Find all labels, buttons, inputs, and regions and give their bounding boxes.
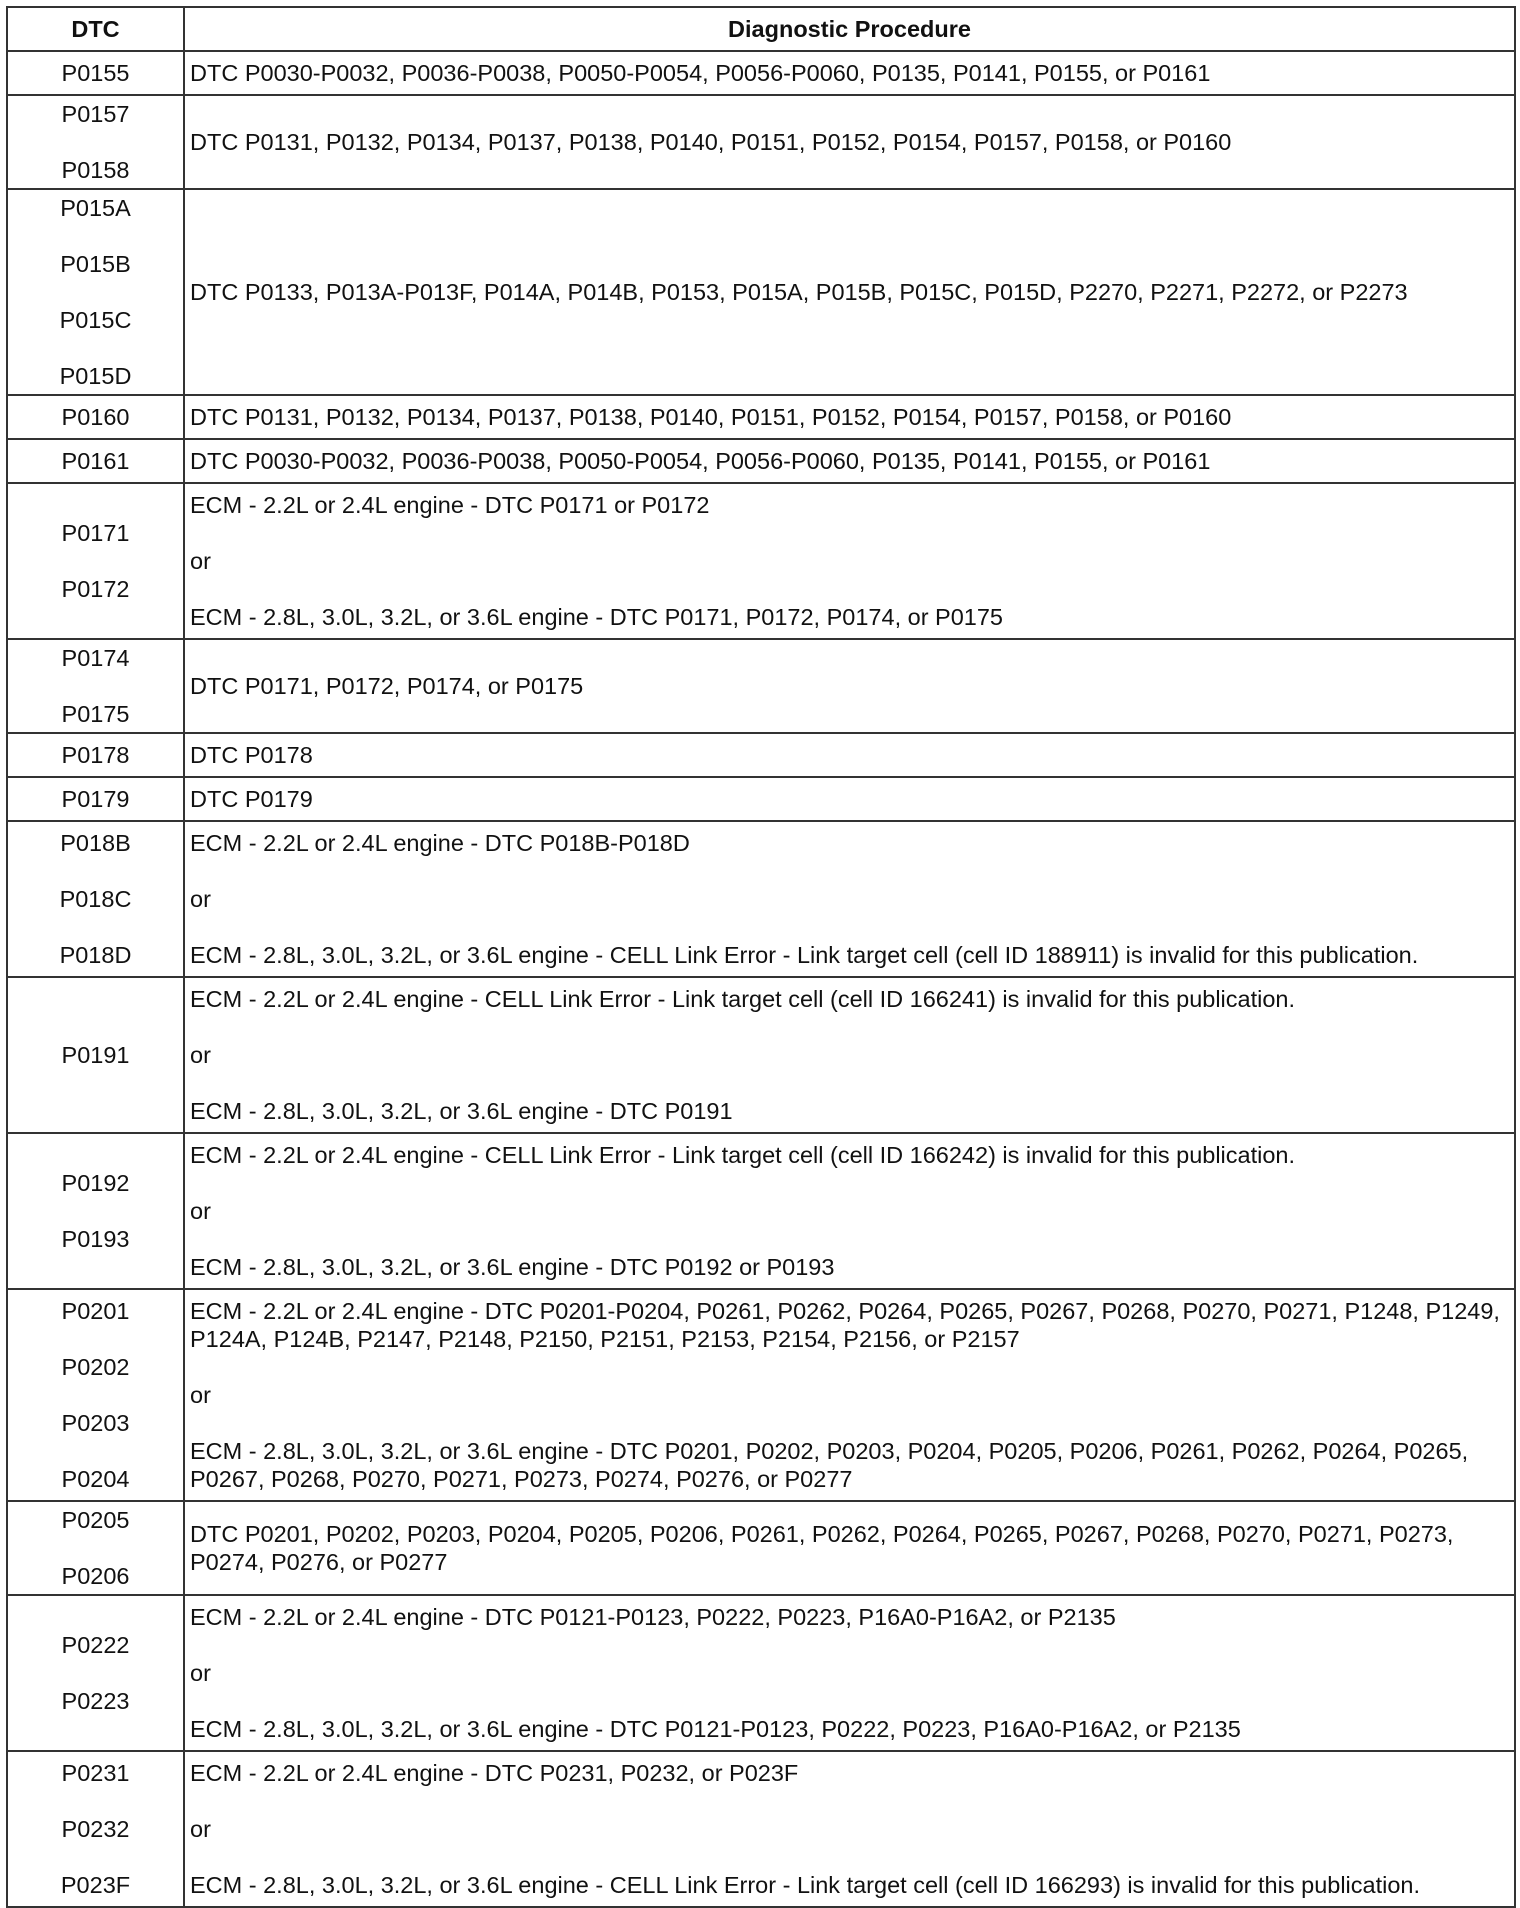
dtc-cell bbox=[7, 777, 184, 821]
dtc-code: P0223 bbox=[61, 1688, 130, 1714]
dtc-code: P0175 bbox=[61, 701, 130, 727]
dtc-cell bbox=[7, 821, 184, 977]
dtc-code: P0171 bbox=[61, 520, 130, 546]
procedure-text: ECM - 2.2L or 2.4L engine - CELL Link Error - Link target cell (cell ID 166241) is invalid for this publication. bbox=[190, 986, 1296, 1012]
procedure-text: ECM - 2.8L, 3.0L, 3.2L, or 3.6L engine - DTC P0192 or P0193 bbox=[190, 1254, 835, 1280]
dtc-cell bbox=[7, 95, 184, 189]
procedure-text: DTC P0201, P0202, P0203, P0204, P0205, P0206, P0261, P0262, P0264, P0265, P0267, P0268, P0270, P0271, P0273, P0274, P0276, or P0277 bbox=[190, 1521, 1454, 1575]
procedure-cell bbox=[184, 777, 1515, 821]
dtc-code: P015A bbox=[60, 195, 131, 221]
dtc-code: P018D bbox=[59, 942, 132, 968]
dtc-code: P0158 bbox=[61, 157, 130, 183]
dtc-code: P015B bbox=[60, 251, 131, 277]
procedure-or-separator: or bbox=[190, 1382, 211, 1408]
dtc-cell bbox=[7, 733, 184, 777]
dtc-procedure-document bbox=[6, 6, 1514, 1908]
dtc-code: P0178 bbox=[61, 742, 130, 768]
table-row bbox=[7, 189, 1515, 395]
dtc-code: P023F bbox=[60, 1872, 131, 1898]
dtc-code: P0161 bbox=[61, 448, 130, 474]
procedure-text: ECM - 2.2L or 2.4L engine - DTC P0231, P0232, or P023F bbox=[190, 1760, 799, 1786]
dtc-code: P0203 bbox=[61, 1410, 130, 1436]
dtc-cell bbox=[7, 189, 184, 395]
dtc-cell bbox=[7, 1595, 184, 1751]
dtc-cell bbox=[7, 395, 184, 439]
procedure-or-separator: or bbox=[190, 548, 211, 574]
dtc-code: P0222 bbox=[61, 1632, 130, 1658]
procedure-cell bbox=[184, 977, 1515, 1133]
procedure-cell bbox=[184, 733, 1515, 777]
dtc-cell bbox=[7, 51, 184, 95]
procedure-cell bbox=[184, 1133, 1515, 1289]
procedure-or-separator: or bbox=[190, 1198, 211, 1224]
procedure-cell bbox=[184, 395, 1515, 439]
dtc-code: P018B bbox=[60, 830, 131, 856]
header-row bbox=[7, 7, 1515, 51]
table-row bbox=[7, 821, 1515, 977]
procedure-text: DTC P0131, P0132, P0134, P0137, P0138, P0140, P0151, P0152, P0154, P0157, P0158, or P0160 bbox=[190, 404, 1232, 430]
procedure-text: DTC P0131, P0132, P0134, P0137, P0138, P0140, P0151, P0152, P0154, P0157, P0158, or P0160 bbox=[190, 129, 1232, 155]
table-body bbox=[7, 51, 1515, 1907]
procedure-cell bbox=[184, 1751, 1515, 1907]
dtc-cell bbox=[7, 977, 184, 1133]
dtc-code: P0201 bbox=[61, 1298, 130, 1324]
dtc-code: P0179 bbox=[61, 786, 130, 812]
procedure-cell bbox=[184, 639, 1515, 733]
dtc-code: P0204 bbox=[61, 1466, 130, 1492]
procedure-cell bbox=[184, 189, 1515, 395]
procedure-text: ECM - 2.8L, 3.0L, 3.2L, or 3.6L engine - DTC P0201, P0202, P0203, P0204, P0205, P0206, P0261, P0262, P0264, P0265, P0267, P0268, P0270, P0271, P0273, P0274, P0276, or P0277 bbox=[190, 1438, 1469, 1492]
table-row bbox=[7, 395, 1515, 439]
procedure-cell bbox=[184, 1595, 1515, 1751]
dtc-cell bbox=[7, 1501, 184, 1595]
procedure-column-header: Diagnostic Procedure bbox=[184, 7, 1515, 51]
procedure-cell bbox=[184, 1289, 1515, 1501]
dtc-code: P0206 bbox=[61, 1563, 130, 1589]
procedure-text: ECM - 2.8L, 3.0L, 3.2L, or 3.6L engine - DTC P0171, P0172, P0174, or P0175 bbox=[190, 604, 1003, 630]
procedure-text: ECM - 2.8L, 3.0L, 3.2L, or 3.6L engine - DTC P0121-P0123, P0222, P0223, P16A0-P16A2, or P2135 bbox=[190, 1716, 1241, 1742]
table-row bbox=[7, 51, 1515, 95]
dtc-cell bbox=[7, 1751, 184, 1907]
procedure-text: ECM - 2.2L or 2.4L engine - DTC P0121-P0123, P0222, P0223, P16A0-P16A2, or P2135 bbox=[190, 1604, 1116, 1630]
dtc-code: P0155 bbox=[61, 60, 130, 86]
procedure-cell bbox=[184, 1501, 1515, 1595]
procedure-cell bbox=[184, 821, 1515, 977]
dtc-code: P015C bbox=[59, 307, 132, 333]
procedure-or-separator: or bbox=[190, 1816, 211, 1842]
dtc-code: P0157 bbox=[61, 101, 130, 127]
table-row bbox=[7, 1133, 1515, 1289]
procedure-text: DTC P0030-P0032, P0036-P0038, P0050-P0054, P0056-P0060, P0135, P0141, P0155, or P0161 bbox=[190, 448, 1211, 474]
table-row bbox=[7, 95, 1515, 189]
table-row bbox=[7, 639, 1515, 733]
procedure-text: ECM - 2.2L or 2.4L engine - DTC P0201-P0204, P0261, P0262, P0264, P0265, P0267, P0268, P0270, P0271, P1248, P1249, P124A, P124B, P2147, P2148, P2150, P2151, P2153, P2154, P2156, or P2157 bbox=[190, 1298, 1500, 1352]
dtc-code: P0192 bbox=[61, 1170, 130, 1196]
table-row bbox=[7, 483, 1515, 639]
dtc-code: P015D bbox=[59, 363, 132, 389]
dtc-table bbox=[6, 6, 1516, 1908]
procedure-text: ECM - 2.2L or 2.4L engine - CELL Link Error - Link target cell (cell ID 166242) is invalid for this publication. bbox=[190, 1142, 1296, 1168]
dtc-cell bbox=[7, 1289, 184, 1501]
procedure-text: ECM - 2.2L or 2.4L engine - DTC P018B-P018D bbox=[190, 830, 690, 856]
procedure-text: ECM - 2.2L or 2.4L engine - DTC P0171 or P0172 bbox=[190, 492, 710, 518]
dtc-code: P0202 bbox=[61, 1354, 130, 1380]
dtc-code: P0232 bbox=[61, 1816, 130, 1842]
procedure-text: DTC P0030-P0032, P0036-P0038, P0050-P0054, P0056-P0060, P0135, P0141, P0155, or P0161 bbox=[190, 60, 1211, 86]
procedure-cell bbox=[184, 439, 1515, 483]
dtc-cell bbox=[7, 483, 184, 639]
dtc-cell bbox=[7, 639, 184, 733]
procedure-cell bbox=[184, 483, 1515, 639]
procedure-text: ECM - 2.8L, 3.0L, 3.2L, or 3.6L engine - CELL Link Error - Link target cell (cell ID 166293) is invalid for this publication. bbox=[190, 1872, 1421, 1898]
table-row bbox=[7, 1751, 1515, 1907]
dtc-code: P018C bbox=[59, 886, 132, 912]
procedure-or-separator: or bbox=[190, 1042, 211, 1068]
dtc-code: P0231 bbox=[61, 1760, 130, 1786]
table-row bbox=[7, 777, 1515, 821]
table-row bbox=[7, 977, 1515, 1133]
table-row bbox=[7, 733, 1515, 777]
table-row bbox=[7, 1595, 1515, 1751]
procedure-text: DTC P0179 bbox=[190, 786, 313, 812]
table-row bbox=[7, 1501, 1515, 1595]
procedure-or-separator: or bbox=[190, 1660, 211, 1686]
dtc-code: P0191 bbox=[61, 1042, 130, 1068]
table-row bbox=[7, 439, 1515, 483]
dtc-code: P0193 bbox=[61, 1226, 130, 1252]
dtc-cell bbox=[7, 1133, 184, 1289]
dtc-cell bbox=[7, 439, 184, 483]
dtc-code: P0174 bbox=[61, 645, 130, 671]
procedure-text: DTC P0171, P0172, P0174, or P0175 bbox=[190, 673, 584, 699]
dtc-code: P0172 bbox=[61, 576, 130, 602]
procedure-text: ECM - 2.8L, 3.0L, 3.2L, or 3.6L engine - DTC P0191 bbox=[190, 1098, 733, 1124]
dtc-code: P0160 bbox=[61, 404, 130, 430]
table-row bbox=[7, 1289, 1515, 1501]
procedure-text: ECM - 2.8L, 3.0L, 3.2L, or 3.6L engine - CELL Link Error - Link target cell (cell ID 188911) is invalid for this publication. bbox=[190, 942, 1419, 968]
procedure-text: DTC P0178 bbox=[190, 742, 313, 768]
dtc-code: P0205 bbox=[61, 1507, 130, 1533]
procedure-text: DTC P0133, P013A-P013F, P014A, P014B, P0153, P015A, P015B, P015C, P015D, P2270, P2271, P2272, or P2273 bbox=[190, 279, 1408, 305]
dtc-column-header: DTC bbox=[7, 7, 184, 51]
procedure-or-separator: or bbox=[190, 886, 211, 912]
procedure-cell bbox=[184, 95, 1515, 189]
procedure-cell bbox=[184, 51, 1515, 95]
